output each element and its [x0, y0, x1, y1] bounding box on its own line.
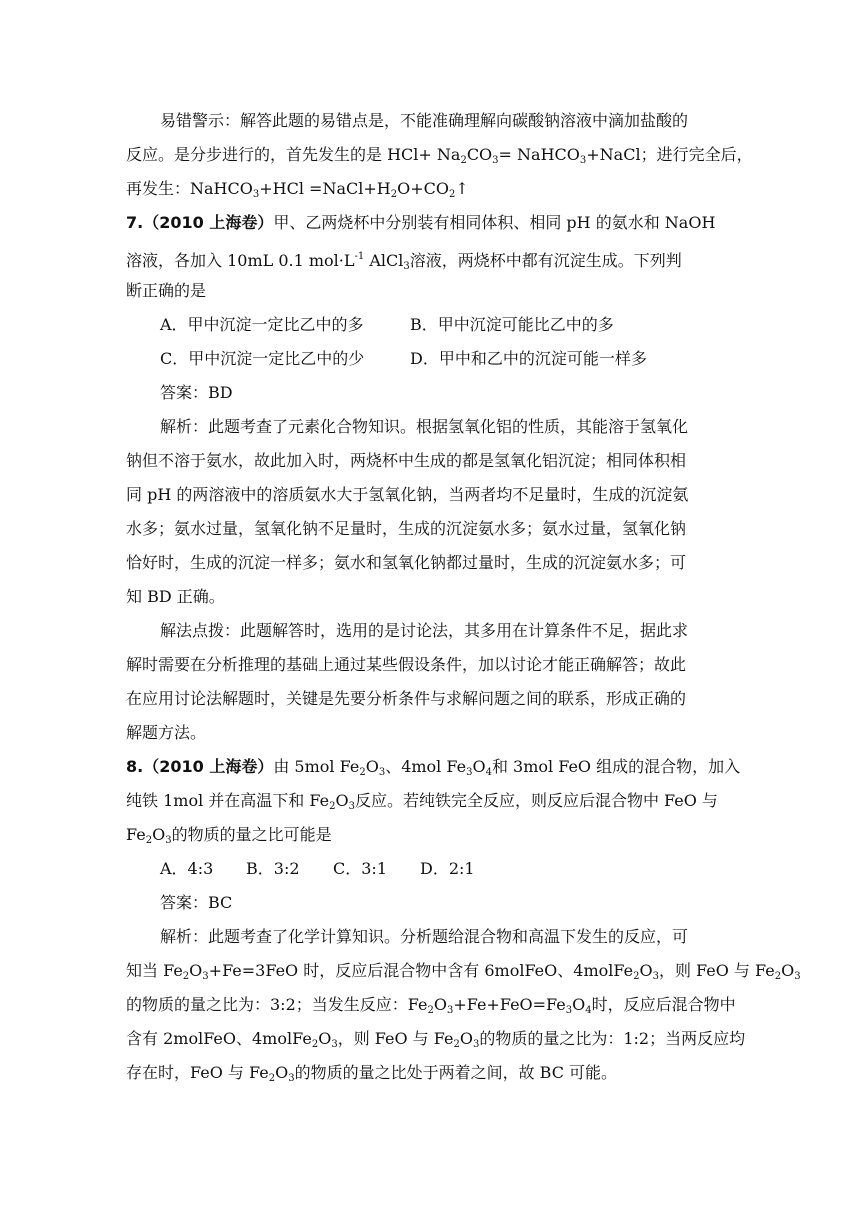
q8-source: （2010 上海卷）: [143, 757, 274, 776]
warning-line-3: 再发生：NaHCO$_3$+HCl $=NaCl+H_2O+CO_2↑$: [126, 179, 469, 200]
warning-line-2: 反应。是分步进行的，首先发生的是 $HCl+ Na_2CO_3=$ NaHCO$_3$+NaCl；进行完全后，: [126, 145, 753, 166]
q8-line-3: $Fe_2O_3$的物质的量之比可能是: [126, 825, 332, 846]
q7-tips-line: 解法点拨：此题解答时，选用的是讨论法，其多用在计算条件不足，据此求: [160, 621, 689, 640]
q8-option-a: A．4:3: [160, 859, 214, 878]
q8-option-b: B．3:2: [246, 859, 300, 878]
q7-analysis-line: 水多；氨水过量，氢氧化钠不足量时，生成的沉淀氨水多；氨水过量，氢氧化钠: [126, 519, 687, 538]
q7-option-c: C．甲中沉淀一定比乙中的少: [160, 349, 365, 368]
q8-option-d: D．2:1: [420, 859, 475, 878]
q8-analysis-line-2: 知当 $Fe_2O_3+Fe=3FeO$ 时，反应后混合物中含有 6molFeO、$4molFe_2O_3$，则 FeO 与 $Fe_2O_3$: [126, 961, 801, 982]
q7-option-a: A．甲中沉淀一定比乙中的多: [160, 315, 364, 334]
q7-answer: 答案：BD: [160, 383, 233, 402]
q7-number: 7.: [126, 213, 144, 232]
q7-tips-line: 解时需要在分析推理的基础上通过某些假设条件，加以讨论才能正确解答；故此: [126, 655, 687, 674]
q7-analysis-line: 同 pH 的两溶液中的溶质氨水大于氢氧化钠，当两者均不足量时，生成的沉淀氨: [126, 485, 689, 504]
q8-analysis-line-4: 含有 2molFeO、$4molFe_2O_3$，则 FeO 与 $Fe_2O_3$的物质的量之比为：1:2；当两反应均: [126, 1029, 746, 1050]
q7-tips-line: 在应用讨论法解题时，关键是先要分析条件与求解问题之间的联系，形成正确的: [126, 689, 687, 708]
q7-tips-line: 解题方法。: [126, 723, 207, 742]
q8-line-2: 纯铁 1mol 并在高温下和 $Fe_2O_3$反应。若纯铁完全反应，则反应后混合物中 FeO 与: [126, 791, 718, 812]
q7-line-1: 7.（2010 上海卷）甲、乙两烧杯中分别装有相同体积、相同 pH 的氨水和 NaOH: [126, 213, 716, 232]
q8-line-1: 8.（2010 上海卷）由 5mol $Fe_2O_3$、4mol $Fe_3O_4$和 3mol FeO 组成的混合物，加入: [126, 757, 741, 778]
q7-analysis-line: 解析：此题考查了元素化合物知识。根据氢氧化铝的性质，其能溶于氢氧化: [160, 417, 689, 436]
q8-analysis-line-3: 的物质的量之比为：3:2；当发生反应：$Fe_2O_3+Fe+FeO=Fe_3O_4$时，反应后混合物中: [126, 995, 736, 1016]
q7-analysis-line: 恰好时，生成的沉淀一样多；氨水和氢氧化钠都过量时，生成的沉淀氨水多；可: [126, 553, 687, 572]
q7-option-b: B．甲中沉淀可能比乙中的多: [410, 315, 614, 334]
q7-analysis-line: 知 BD 正确。: [126, 587, 225, 606]
q7-option-d: D．甲中和乙中的沉淀可能一样多: [410, 349, 647, 368]
q8-answer: 答案：BC: [160, 893, 233, 912]
q8-analysis-line-1: 解析：此题考查了化学计算知识。分析题给混合物和高温下发生的反应，可: [160, 927, 689, 946]
q8-number: 8.: [126, 757, 144, 776]
q7-analysis-line: 钠但不溶于氨水，故此加入时，两烧杯中生成的都是氢氧化铝沉淀；相同体积相: [126, 451, 687, 470]
q7-line-2: 溶液，各加入 10mL 0.1 $mol\cdot L^{-1}$ AlCl$_3$溶液，两烧杯中都有沉淀生成。下列判: [126, 251, 682, 272]
warning-line-1: 易错警示：解答此题的易错点是，不能准确理解向碳酸钠溶液中滴加盐酸的: [160, 111, 689, 130]
q8-analysis-line-5: 存在时，FeO 与 $Fe_2O_3$的物质的量之比处于两着之间，故 BC 可能。: [126, 1063, 618, 1084]
q7-source: （2010 上海卷）: [143, 213, 274, 232]
q7-line-3: 断正确的是: [126, 281, 207, 300]
q8-option-c: C．3:1: [333, 859, 387, 878]
